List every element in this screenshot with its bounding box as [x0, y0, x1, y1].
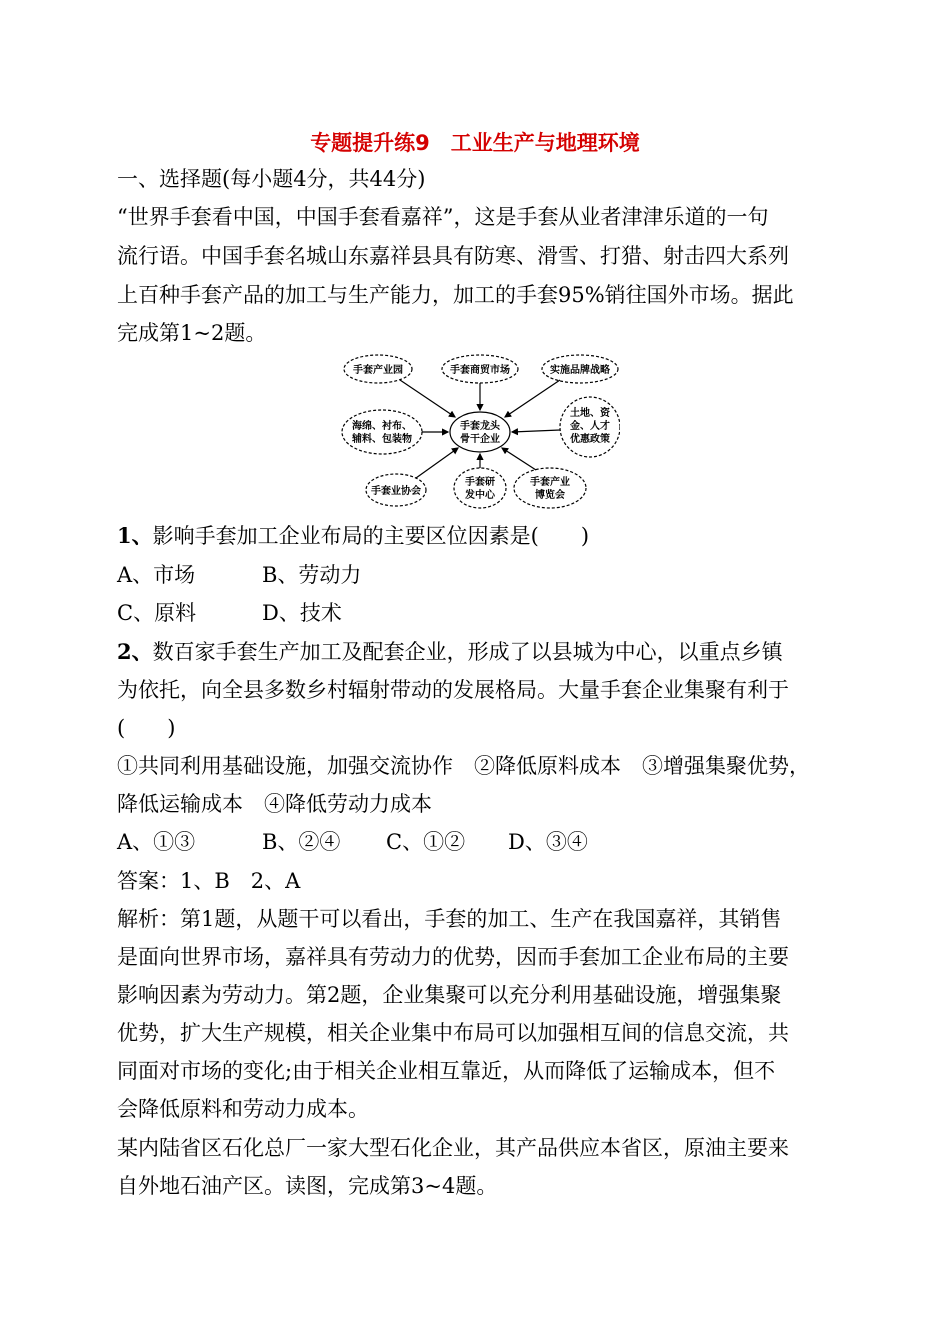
- question-2: [117, 638, 783, 666]
- analysis-line: 会降低原料和劳动力成本。: [117, 1097, 369, 1121]
- q2-option-c: C、①②: [386, 830, 466, 854]
- q2-option-b: B、②④: [262, 830, 341, 854]
- analysis-line: 影响因素为劳动力。第2题，企业集聚可以充分利用基础设施，增强集聚: [117, 983, 782, 1007]
- q2-option-a: A、①③: [117, 830, 196, 854]
- intro-line: 完成第1~2题。: [117, 321, 267, 345]
- diagram-node-policy-line2: 金、人才: [570, 421, 610, 432]
- diagram-node-trade-market: 手套商贸市场: [450, 365, 510, 376]
- diagram-node-policy-line3: 优惠政策: [570, 434, 610, 445]
- analysis-line: 是面向世界市场，嘉祥具有劳动力的优势，因而手套加工企业布局的主要: [117, 945, 789, 969]
- section-heading: 一、选择题(每小题4分，共44分): [117, 167, 426, 191]
- question-text: 数百家手套生产加工及配套企业，形成了以县城为中心，以重点乡镇: [152, 640, 783, 664]
- q2-option-d: D、③④: [508, 830, 588, 854]
- analysis-line: 优势，扩大生产规模，相关企业集中布局可以加强相互间的信息交流，共: [117, 1021, 789, 1045]
- intro-line: 上百种手套产品的加工与生产能力，加工的手套95%销往国外市场。据此: [117, 283, 794, 307]
- intro2-line: 某内陆省区石化总厂一家大型石化企业，其产品供应本省区，原油主要来: [117, 1136, 789, 1160]
- question-text-line: ( ): [117, 716, 176, 740]
- diagram-node-industrial-park: 手套产业园: [353, 365, 403, 376]
- q1-option-a: A、市场: [117, 563, 196, 587]
- diagram-center-line1: 手套龙头: [460, 421, 500, 432]
- analysis-line: 同面对市场的变化;由于相关企业相互靠近，从而降低了运输成本，但不: [117, 1059, 776, 1083]
- question-text-line: ①共同利用基础设施，加强交流协作 ②降低原料成本 ③增强集聚优势，: [117, 754, 810, 778]
- question-1: [117, 522, 589, 550]
- page-title: 专题提升练9 工业生产与地理环境: [310, 131, 640, 155]
- diagram-node-rd-line1: 手套研: [465, 477, 495, 488]
- question-text-line: 为依托，向全县多数乡村辐射带动的发展格局。大量手套企业集聚有利于: [117, 678, 789, 702]
- diagram-node-expo-line2: 博览会: [535, 490, 565, 501]
- question-text: 影响手套加工企业布局的主要区位因素是( ): [152, 524, 590, 548]
- diagram-node-materials-line1: 海绵、衬布、: [352, 421, 412, 432]
- diagram-center-line2: 骨干企业: [460, 434, 500, 445]
- analysis-line: 解析：第1题，从题干可以看出，手套的加工、生产在我国嘉祥，其销售: [117, 907, 782, 931]
- question-number: 2、: [117, 639, 153, 664]
- diagram-node-brand-strategy: 实施品牌战略: [550, 365, 610, 376]
- diagram-node-materials-line2: 辅料、包装物: [352, 434, 412, 445]
- question-number: 1、: [117, 523, 153, 548]
- q1-option-d: D、技术: [262, 601, 342, 625]
- glove-industry-diagram: [340, 352, 620, 512]
- answer-line: 答案：1、B 2、A: [117, 869, 301, 893]
- question-text-line: 降低运输成本 ④降低劳动力成本: [117, 792, 432, 816]
- intro2-line: 自外地石油产区。读图，完成第3~4题。: [117, 1174, 498, 1198]
- q1-option-c: C、原料: [117, 601, 197, 625]
- diagram-node-expo-line1: 手套产业: [530, 477, 570, 488]
- diagram-node-association: 手套业协会: [371, 486, 421, 497]
- diagram-node-rd-line2: 发中心: [465, 490, 495, 501]
- q1-option-b: B、劳动力: [262, 563, 362, 587]
- intro-line: 流行语。中国手套名城山东嘉祥县具有防寒、滑雪、打猎、射击四大系列: [117, 244, 789, 268]
- diagram-node-policy-line1: 土地、资: [570, 408, 610, 419]
- intro-line: “世界手套看中国，中国手套看嘉祥”，这是手套从业者津津乐道的一句: [117, 205, 769, 229]
